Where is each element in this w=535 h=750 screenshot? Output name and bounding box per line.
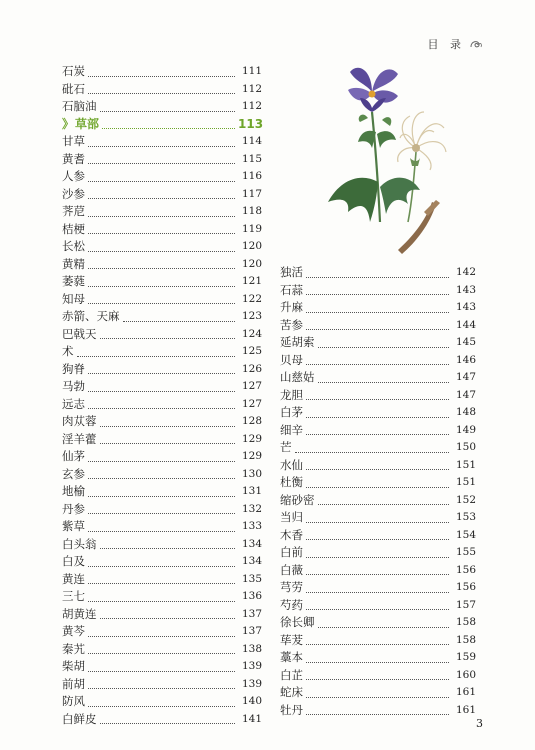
toc-entry[interactable] (62, 133, 262, 151)
entry-name: 白茅 (280, 405, 303, 419)
entry-name: 独活 (280, 265, 303, 279)
toc-entry[interactable] (280, 544, 476, 562)
entry-page-number: 131 (241, 485, 262, 497)
entry-name: 防风 (62, 694, 85, 708)
entry-page-number: 143 (455, 283, 476, 296)
dot-leader (100, 338, 236, 339)
entry-page-number: 147 (455, 371, 476, 383)
toc-entry[interactable] (62, 711, 262, 729)
entry-name: 细辛 (280, 422, 303, 437)
entry-name: 荜茇 (280, 632, 303, 647)
dot-leader (88, 391, 235, 392)
entry-name: 芎劳 (280, 580, 303, 594)
entry-page-number: 120 (241, 257, 262, 270)
entry-page-number: 139 (241, 660, 262, 672)
dot-leader (100, 723, 236, 724)
entry-page-number: 147 (455, 388, 476, 401)
toc-section-heading[interactable] (62, 116, 262, 134)
entry-page-number: 134 (241, 537, 262, 550)
entry-page-number: 148 (455, 406, 476, 418)
toc-entry[interactable] (62, 63, 262, 81)
entry-page-number: 142 (455, 266, 476, 278)
toc-entry[interactable] (280, 334, 476, 352)
entry-page-number: 156 (455, 581, 476, 593)
entry-page-number: 159 (455, 651, 476, 663)
dot-leader (88, 216, 235, 217)
dot-leader (88, 706, 235, 707)
toc-entry[interactable] (280, 597, 476, 615)
dot-leader (88, 531, 235, 532)
dot-leader (123, 321, 236, 322)
entry-name: 黄耆 (62, 151, 85, 166)
entry-page-number: 133 (241, 520, 262, 532)
dot-leader (88, 513, 235, 514)
dot-leader (295, 452, 450, 453)
toc-entry[interactable] (280, 632, 476, 650)
dot-leader (88, 461, 235, 462)
entry-name: 山慈姑 (280, 370, 315, 384)
entry-page-number: 136 (241, 590, 262, 602)
dot-leader (306, 539, 449, 540)
entry-page-number: 129 (241, 432, 262, 445)
entry-name: 三七 (62, 589, 85, 603)
entry-page-number: 118 (241, 205, 262, 217)
toc-entry[interactable] (62, 693, 262, 711)
entry-page-number: 146 (455, 353, 476, 366)
entry-page-number: 137 (241, 607, 262, 620)
dot-leader (88, 601, 235, 602)
dot-leader (88, 251, 235, 252)
toc-entry[interactable] (280, 509, 476, 527)
toc-entry[interactable] (62, 553, 262, 571)
toc-entry[interactable] (62, 273, 262, 291)
entry-name: 龙胆 (280, 387, 303, 402)
entry-page-number: 121 (241, 275, 262, 287)
dot-leader (318, 627, 450, 628)
entry-page-number: 135 (241, 572, 262, 585)
entry-page-number: 151 (455, 458, 476, 471)
dot-leader (88, 478, 235, 479)
toc-entry[interactable] (62, 291, 262, 309)
entry-name: 石脑油 (62, 99, 97, 113)
pasqueflower-illustration (320, 62, 470, 257)
toc-entry[interactable] (280, 369, 476, 387)
entry-page-number: 152 (455, 493, 476, 506)
entry-page-number: 117 (241, 187, 262, 200)
swirl-ornament-icon (469, 38, 483, 50)
entry-name: 术 (62, 344, 74, 358)
dot-leader (306, 557, 449, 558)
dot-leader (88, 233, 235, 234)
dot-leader (306, 522, 449, 523)
entry-name: 淫羊藿 (62, 431, 97, 446)
toc-entry[interactable] (62, 168, 262, 186)
toc-entry[interactable] (280, 282, 476, 300)
entry-page-number: 124 (241, 327, 262, 340)
section-title: 草部 (75, 116, 100, 131)
toc-entry[interactable] (280, 264, 476, 282)
entry-page-number: 155 (455, 546, 476, 558)
entry-page-number: 151 (455, 476, 476, 488)
toc-entry[interactable] (280, 474, 476, 492)
dot-leader (88, 373, 235, 374)
dot-leader (306, 277, 449, 278)
chevron-icon: 》 (62, 116, 73, 131)
dot-leader (88, 198, 235, 199)
entry-name: 白头翁 (62, 536, 97, 551)
entry-name: 胡黄连 (62, 606, 97, 621)
entry-name: 藁本 (280, 650, 303, 664)
toc-entry[interactable] (62, 623, 262, 641)
toc-entry[interactable] (280, 352, 476, 370)
toc-entry[interactable] (62, 606, 262, 624)
toc-entry[interactable] (280, 299, 476, 317)
entry-name: 石蒜 (280, 282, 303, 297)
toc-entry[interactable] (62, 431, 262, 449)
entry-name: 芍药 (280, 597, 303, 612)
entry-name: 桔梗 (62, 221, 85, 236)
toc-entry[interactable] (62, 571, 262, 589)
dot-leader (102, 128, 235, 129)
dot-leader (100, 443, 236, 444)
entry-page-number: 158 (455, 616, 476, 628)
entry-name: 牡丹 (280, 702, 303, 717)
toc-left-column (62, 63, 262, 728)
dot-leader (306, 469, 449, 470)
entry-name: 升麻 (280, 300, 303, 314)
entry-page-number: 126 (241, 362, 262, 375)
dot-leader (88, 653, 235, 654)
entry-page-number: 145 (455, 336, 476, 348)
entry-page-number: 112 (241, 100, 262, 112)
entry-page-number: 150 (455, 441, 476, 453)
entry-name: 荠苨 (62, 204, 85, 218)
toc-entry[interactable] (62, 343, 262, 361)
entry-page-number: 116 (241, 170, 262, 182)
entry-page-number: 160 (455, 668, 476, 681)
toc-entry[interactable] (62, 518, 262, 536)
section-page: 113 (238, 116, 264, 131)
toc-entry[interactable] (62, 588, 262, 606)
dot-leader (88, 181, 235, 182)
entry-page-number: 161 (455, 703, 476, 716)
entry-name: 仙茅 (62, 449, 85, 463)
entry-page-number: 157 (455, 598, 476, 611)
dot-leader (88, 583, 235, 584)
entry-name: 白前 (280, 545, 303, 559)
toc-entry[interactable] (280, 702, 476, 720)
dot-leader (88, 408, 235, 409)
dot-leader (306, 609, 449, 610)
dot-leader (318, 347, 450, 348)
entry-page-number: 119 (241, 222, 262, 235)
toc-entry[interactable] (280, 439, 476, 457)
entry-name: 长松 (62, 239, 85, 253)
running-header (428, 36, 484, 52)
toc-entry[interactable] (62, 448, 262, 466)
entry-name: 甘草 (62, 134, 85, 148)
entry-name: 沙参 (62, 186, 85, 201)
entry-name: 赤箭、天麻 (62, 309, 120, 323)
toc-entry[interactable] (62, 658, 262, 676)
toc-entry[interactable] (62, 151, 262, 169)
dot-leader (306, 487, 449, 488)
entry-name: 蛇床 (280, 685, 303, 699)
toc-entry[interactable] (280, 667, 476, 685)
toc-entry[interactable] (280, 387, 476, 405)
toc-entry[interactable] (280, 562, 476, 580)
dot-leader (100, 548, 236, 549)
dot-leader (88, 303, 235, 304)
entry-name: 贝母 (280, 352, 303, 367)
entry-name: 徐长卿 (280, 615, 315, 629)
dot-leader (100, 426, 236, 427)
toc-right-column (280, 264, 476, 719)
entry-page-number: 127 (241, 397, 262, 410)
toc-entry[interactable] (62, 676, 262, 694)
entry-page-number: 132 (241, 502, 262, 515)
entry-page-number: 134 (241, 555, 262, 567)
entry-page-number: 129 (241, 450, 262, 462)
entry-page-number: 127 (241, 380, 262, 392)
entry-page-number: 128 (241, 415, 262, 427)
entry-name: 白芷 (280, 667, 303, 682)
toc-entry[interactable] (62, 238, 262, 256)
entry-page-number: 154 (455, 528, 476, 541)
page-number: 3 (476, 717, 483, 730)
toc-entry[interactable] (280, 492, 476, 510)
entry-name: 黄芩 (62, 624, 85, 638)
dot-leader (306, 714, 449, 715)
entry-name: 缩砂密 (280, 492, 315, 507)
toc-entry[interactable] (62, 413, 262, 431)
toc-entry[interactable] (62, 221, 262, 239)
dot-leader (88, 671, 235, 672)
dot-leader (306, 592, 449, 593)
dot-leader (100, 618, 236, 619)
toc-entry[interactable] (62, 203, 262, 221)
entry-name: 白薇 (280, 562, 303, 577)
entry-page-number: 111 (241, 65, 262, 77)
entry-name: 木香 (280, 527, 303, 542)
entry-name: 远志 (62, 396, 85, 411)
toc-entry[interactable] (62, 483, 262, 501)
toc-entry[interactable] (62, 396, 262, 414)
entry-page-number: 140 (241, 695, 262, 707)
dot-leader (318, 382, 450, 383)
dot-leader (88, 496, 235, 497)
dot-leader (88, 566, 235, 567)
entry-name: 杜衡 (280, 475, 303, 489)
toc-entry[interactable] (280, 614, 476, 632)
entry-page-number: 115 (241, 152, 262, 165)
entry-name: 丹参 (62, 501, 85, 516)
entry-page-number: 161 (455, 686, 476, 698)
entry-page-number: 130 (241, 467, 262, 480)
entry-name: 肉苁蓉 (62, 414, 97, 428)
toc-entry[interactable] (62, 326, 262, 344)
dot-leader (306, 329, 449, 330)
toc-entry[interactable] (62, 501, 262, 519)
toc-entry[interactable] (62, 536, 262, 554)
toc-entry[interactable] (280, 422, 476, 440)
entry-name: 柴胡 (62, 659, 85, 673)
dot-leader (88, 286, 235, 287)
toc-entry[interactable] (62, 81, 262, 99)
toc-entry[interactable] (280, 527, 476, 545)
toc-entry[interactable] (280, 457, 476, 475)
dot-leader (88, 268, 235, 269)
entry-page-number: 122 (241, 292, 262, 305)
entry-page-number: 153 (455, 511, 476, 523)
entry-name: 黄精 (62, 256, 85, 271)
dot-leader (318, 504, 450, 505)
toc-entry[interactable] (62, 466, 262, 484)
dot-leader (88, 636, 235, 637)
entry-page-number: 112 (241, 82, 262, 95)
entry-name: 当归 (280, 510, 303, 524)
entry-page-number: 141 (241, 712, 262, 725)
toc-entry[interactable] (62, 308, 262, 326)
entry-name: 狗脊 (62, 361, 85, 376)
toc-entry[interactable] (280, 404, 476, 422)
dot-leader (306, 574, 449, 575)
entry-page-number: 149 (455, 423, 476, 436)
entry-name: 黄连 (62, 571, 85, 586)
entry-page-number: 156 (455, 563, 476, 576)
dot-leader (100, 111, 236, 112)
entry-name: 白及 (62, 554, 85, 568)
toc-entry[interactable] (62, 378, 262, 396)
dot-leader (306, 294, 449, 295)
dot-leader (77, 356, 236, 357)
entry-page-number: 123 (241, 310, 262, 322)
dot-leader (306, 679, 449, 680)
toc-entry[interactable] (62, 641, 262, 659)
entry-page-number: 125 (241, 345, 262, 357)
entry-name: 秦艽 (62, 641, 85, 656)
entry-name: 苦参 (280, 317, 303, 332)
entry-name: 人参 (62, 169, 85, 183)
entry-page-number: 158 (455, 633, 476, 646)
dot-leader (306, 662, 449, 663)
entry-page-number: 139 (241, 677, 262, 690)
dot-leader (306, 312, 449, 313)
entry-name: 知母 (62, 291, 85, 306)
entry-name: 砒石 (62, 81, 85, 96)
toc-entry[interactable] (62, 98, 262, 116)
dot-leader (306, 399, 449, 400)
dot-leader (88, 146, 235, 147)
dot-leader (88, 163, 235, 164)
entry-name: 紫草 (62, 519, 85, 533)
header-title: 目 录 (427, 38, 465, 51)
entry-name: 地榆 (62, 484, 85, 498)
dot-leader (88, 76, 235, 77)
dot-leader (88, 688, 235, 689)
toc-entry[interactable] (280, 579, 476, 597)
entry-page-number: 138 (241, 642, 262, 655)
entry-page-number: 137 (241, 625, 262, 637)
entry-name: 水仙 (280, 457, 303, 472)
entry-page-number: 114 (241, 135, 262, 147)
entry-name: 白鲜皮 (62, 711, 97, 726)
dot-leader (306, 697, 449, 698)
entry-name: 前胡 (62, 676, 85, 691)
entry-page-number: 144 (455, 318, 476, 331)
entry-page-number: 143 (455, 301, 476, 313)
entry-name: 马勃 (62, 379, 85, 393)
dot-leader (306, 417, 449, 418)
toc-entry[interactable] (62, 361, 262, 379)
entry-name: 巴戟天 (62, 326, 97, 341)
toc-entry[interactable] (62, 186, 262, 204)
entry-name: 玄参 (62, 466, 85, 481)
dot-leader (88, 93, 235, 94)
toc-entry[interactable] (62, 256, 262, 274)
entry-name: 延胡索 (280, 335, 315, 349)
toc-entry[interactable] (280, 649, 476, 667)
entry-name: 萎蕤 (62, 274, 85, 288)
entry-page-number: 120 (241, 240, 262, 252)
entry-name: 石炭 (62, 64, 85, 78)
toc-entry[interactable] (280, 684, 476, 702)
dot-leader (306, 644, 449, 645)
dot-leader (306, 364, 449, 365)
toc-entry[interactable] (280, 317, 476, 335)
entry-name: 芒 (280, 440, 292, 454)
dot-leader (306, 434, 449, 435)
